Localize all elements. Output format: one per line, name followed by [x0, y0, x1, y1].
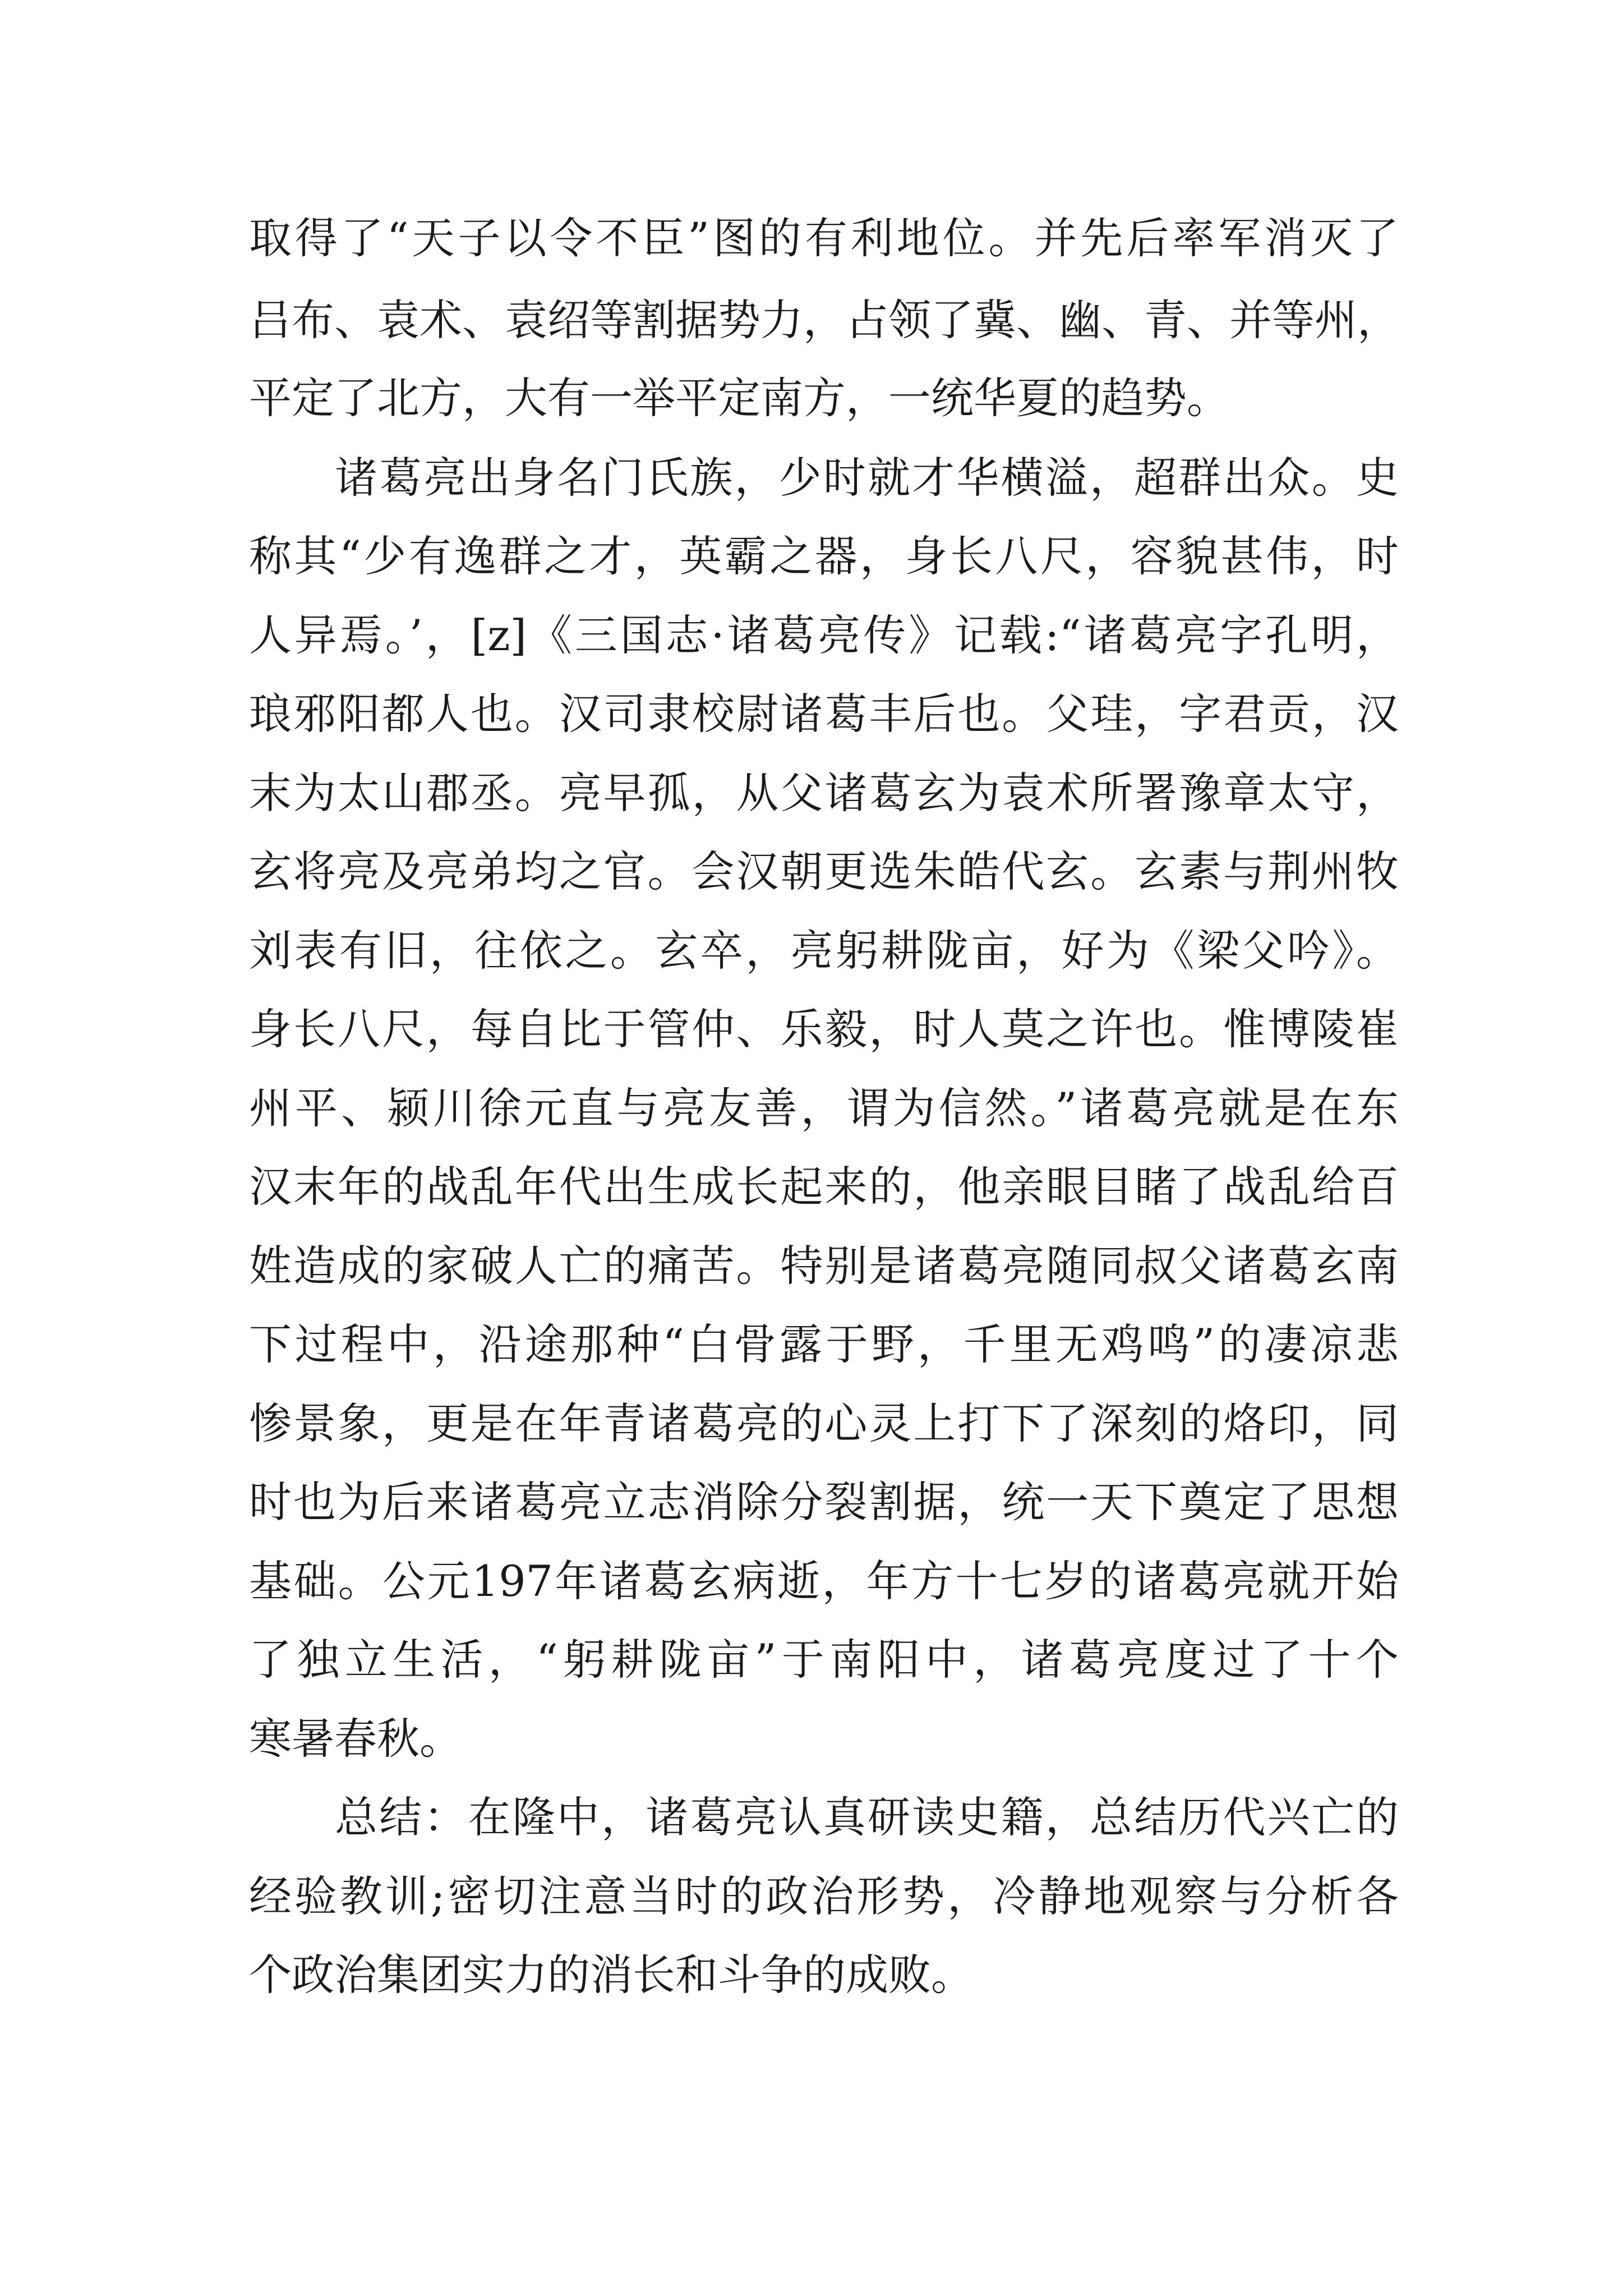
text-line: 总结：在隆中，诸葛亮认真研读史籍，总结历代兴亡的	[335, 1792, 1399, 1842]
text-line: 时也为后来诸葛亮立志消除分裂割据，统一天下奠定了思想	[249, 1477, 1399, 1527]
text-line: 人异焉。’，[z]《三国志·诸葛亮传》记载:“诸葛亮字孔明，	[249, 610, 1399, 660]
text-line: 身长八尺，每自比于管仲、乐毅，时人莫之许也。惟博陵崔	[249, 1004, 1399, 1054]
text-line: 寒暑春秋。	[249, 1714, 462, 1764]
text-line: 经验教训;密切注意当时的政治形势，冷静地观察与分析各	[249, 1871, 1399, 1921]
text-line: 汉末年的战乱年代出生成长起来的，他亲眼目睹了战乱给百	[249, 1162, 1399, 1212]
text-line: 平定了北方，大有一举平定南方，一统华夏的趋势。	[249, 373, 1229, 423]
text-line: 州平、颍川徐元直与亮友善，谓为信然。”诸葛亮就是在东	[249, 1083, 1399, 1133]
text-line: 个政治集团实力的消长和斗争的成败。	[249, 1950, 974, 2000]
text-line: 了独立生活，“躬耕陇亩”于南阳中，诸葛亮度过了十个	[249, 1635, 1399, 1685]
text-line: 惨景象，更是在年青诸葛亮的心灵上打下了深刻的烙印，同	[249, 1398, 1399, 1448]
text-line: 取得了“天子以令不臣”图的有利地位。并先后率军消灭了	[249, 213, 1399, 263]
text-line: 琅邪阳都人也。汉司隶校尉诸葛丰后也。父珪，字君贡，汉	[249, 689, 1399, 739]
text-line: 诸葛亮出身名门氏族，少时就才华横溢，超群出众。史	[335, 453, 1399, 503]
text-line: 下过程中，沿途那种“白骨露于野，千里无鸡鸣”的凄凉悲	[249, 1319, 1399, 1369]
text-line: 玄将亮及亮弟均之官。会汉朝更选朱皓代玄。玄素与荆州牧	[249, 846, 1399, 896]
text-line: 刘表有旧，往依之。玄卒，亮躬耕陇亩，好为《梁父吟》。	[249, 926, 1399, 976]
text-line: 基础。公元197年诸葛玄病逝，年方十七岁的诸葛亮就开始	[249, 1556, 1399, 1606]
text-line: 吕布、袁术、袁绍等割据势力，占领了冀、幽、青、并等州，	[249, 295, 1400, 345]
text-line: 姓造成的家破人亡的痛苦。特别是诸葛亮随同叔父诸葛玄南	[249, 1241, 1399, 1291]
text-line: 末为太山郡丞。亮早孤，从父诸葛玄为袁术所署豫章太守，	[249, 768, 1399, 818]
text-line: 称其“少有逸群之才，英霸之器，身长八尺，容貌甚伟，时	[249, 531, 1399, 581]
